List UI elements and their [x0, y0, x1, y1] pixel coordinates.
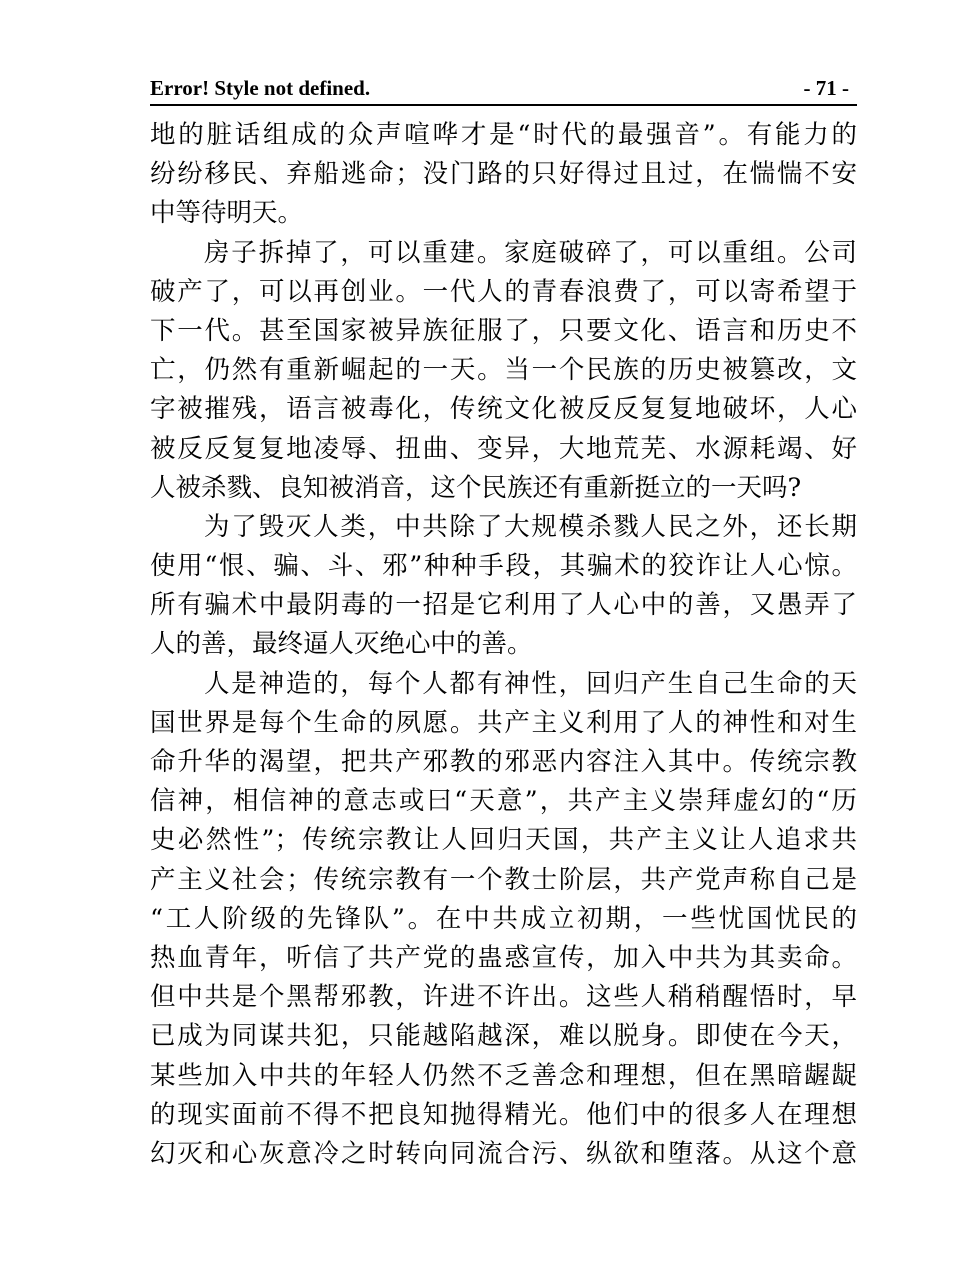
text-line: 使用“恨、骗、斗、邪”种种手段，其骗术的狡诈让人心惊。 [150, 551, 857, 582]
text-line: 破产了，可以再创业。一代人的青春浪费了，可以寄希望于 [150, 276, 857, 307]
text-line: 命升华的渴望，把共产邪教的邪恶内容注入其中。传统宗教 [150, 747, 857, 777]
running-header [150, 74, 857, 106]
text-line: 幻灭和心灰意冷之时转向同流合污、纵欲和堕落。从这个意 [150, 1138, 857, 1169]
text-line: 所有骗术中最阴毒的一招是它利用了人心中的善，又愚弄了 [150, 590, 857, 621]
text-line: 但中共是个黑帮邪教，许进不许出。这些人稍稍醒悟时，早 [150, 982, 857, 1013]
text-line: 字被摧残，语言被毒化，传统文化被反反复复地破坏，人心 [150, 394, 857, 425]
header-title: Error! Style not defined. [150, 76, 371, 100]
text-line: 人的善，最终逼人灭绝心中的善。 [150, 629, 533, 660]
text-line: 国世界是每个生命的夙愿。共产主义利用了人的神性和对生 [150, 707, 857, 738]
text-line: 中等待明天。 [150, 198, 304, 229]
text-line: 人被杀戮、良知被消音，这个民族还有重新挺立的一天吗? [150, 472, 802, 503]
text-line: 亡，仍然有重新崛起的一天。当一个民族的历史被篡改，文 [150, 355, 857, 386]
text-line: 房子拆掉了，可以重建。家庭破碎了，可以重组。公司 [204, 237, 857, 268]
text-line: 的现实面前不得不把良知抛得精光。他们中的很多人在理想 [150, 1099, 857, 1130]
text-line: 被反反复复地凌辱、扭曲、变异，大地荒芜、水源耗竭、好 [150, 433, 857, 464]
text-line: 纷纷移民、弃船逃命；没门路的只好得过且过，在惴惴不安 [150, 159, 857, 190]
body-text [150, 116, 857, 1174]
text-line: 信神，相信神的意志或曰“天意”，共产主义崇拜虚幻的“历 [150, 786, 857, 817]
text-line: 史必然性”；传统宗教让人回归天国，共产主义让人追求共 [150, 825, 857, 856]
text-line: 已成为同谋共犯，只能越陷越深，难以脱身。即使在今天， [150, 1021, 857, 1052]
text-line: 为了毁灭人类，中共除了大规模杀戮人民之外，还长期 [204, 511, 857, 542]
text-line: “工人阶级的先锋队”。在中共成立初期，一些忧国忧民的 [150, 903, 857, 934]
text-line: 某些加入中共的年轻人仍然不乏善念和理想，但在黑暗龌龊 [150, 1060, 857, 1091]
text-line: 热血青年，听信了共产党的蛊惑宣传，加入中共为其卖命。 [150, 942, 857, 973]
text-line: 地的脏话组成的众声喧哗才是“时代的最强音”。有能力的 [150, 120, 857, 150]
text-line: 人是神造的，每个人都有神性，回归产生自己生命的天 [204, 668, 857, 699]
text-line: 下一代。甚至国家被异族征服了，只要文化、语言和历史不 [150, 315, 857, 346]
text-line: 产主义社会；传统宗教有一个教士阶层，共产党声称自己是 [150, 864, 857, 895]
page-number: - 71 - [803, 76, 849, 100]
